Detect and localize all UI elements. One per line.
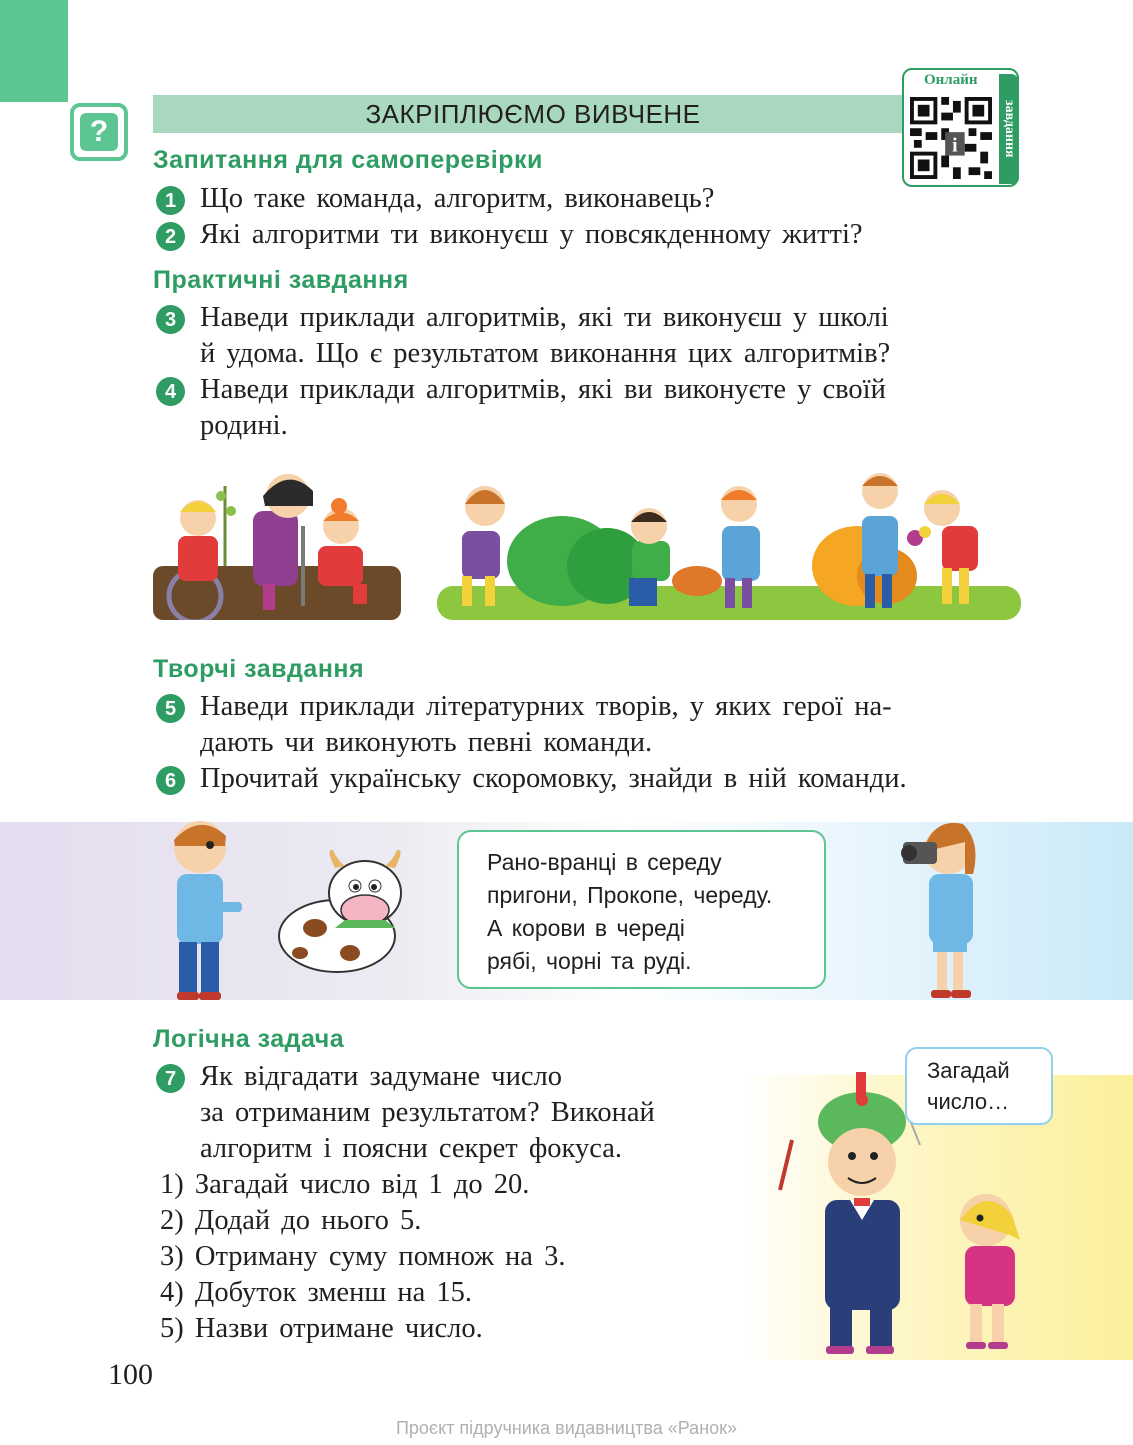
qr-code-icon [910, 96, 992, 180]
page-number: 100 [108, 1358, 153, 1391]
speech-line: Загадай [927, 1058, 1010, 1083]
task-3: 3 Наведи приклади алгоритмів, які ти виконуєш у школі й удома. Що є результатом виконання цих алгоритмів? [156, 300, 1026, 372]
task-number: 7 [156, 1064, 185, 1093]
cow-illustration [275, 848, 425, 976]
speech-line: число… [927, 1089, 1010, 1114]
task-number: 3 [156, 305, 185, 334]
tongue-twister-bubble [457, 830, 826, 989]
speech-bubble [905, 1047, 1053, 1125]
task-1: 1 Що таке команда, алгоритм, виконавець? [156, 181, 1026, 217]
twister-line: пригони, Прокопе, череду. [487, 882, 773, 908]
girl-camera-illustration [893, 812, 988, 1002]
task-number: 6 [156, 766, 185, 795]
corner-tab [0, 0, 68, 102]
twister-line: Рано-вранці в середу [487, 849, 722, 875]
twister-line: рябі, чорні та руді. [487, 948, 692, 974]
qr-tasks-label: завдання [999, 74, 1019, 184]
section-practical: Практичні завдання [153, 266, 409, 294]
task-number: 5 [156, 694, 185, 723]
step-3: 3) Отриману суму помнож на 3. [160, 1241, 566, 1272]
task-7: 7 Як відгадати задумане число за отриманим результатом? Виконай алгоритм і поясни секрет фокуса. [156, 1059, 796, 1167]
step-5: 5) Назви отримане число. [160, 1313, 483, 1344]
twister-line: А корови в череді [487, 915, 685, 941]
task-4: 4 Наведи приклади алгоритмів, які ви виконуєте у своїй родині. [156, 372, 1026, 444]
task-number: 2 [156, 222, 185, 251]
section-logic: Логічна задача [153, 1025, 345, 1053]
section-banner: ЗАКРІПЛЮЄМО ВИВЧЕНЕ [153, 95, 913, 133]
task-2: 2 Які алгоритми ти виконуєш у повсякденному житті? [156, 217, 1026, 253]
task-5: 5 Наведи приклади літературних творів, у яких герої на- дають чи виконують певні команди. [156, 689, 1026, 761]
task-number: 1 [156, 186, 185, 215]
park-illustration [437, 466, 1021, 620]
qr-online-tasks[interactable] [902, 68, 1019, 187]
question-mark-icon: ? [70, 103, 128, 161]
step-1: 1) Загадай число від 1 до 20. [160, 1169, 530, 1200]
qr-online-label: Онлайн [924, 72, 978, 88]
section-creative: Творчі завдання [153, 655, 365, 683]
footer-publisher: Проєкт підручника видавництва «Ранок» [395, 1418, 738, 1438]
step-2: 2) Додай до нього 5. [160, 1205, 422, 1236]
step-4: 4) Добуток зменш на 15. [160, 1277, 473, 1308]
section-self-check: Запитання для самоперевірки [153, 146, 543, 174]
task-number: 4 [156, 377, 185, 406]
boy-illustration [155, 812, 250, 1002]
planting-illustration [153, 466, 401, 620]
svg-text:i: i [952, 135, 958, 157]
task-6: 6 Прочитай українську скоромовку, знайди в ній команди. [156, 761, 1026, 797]
